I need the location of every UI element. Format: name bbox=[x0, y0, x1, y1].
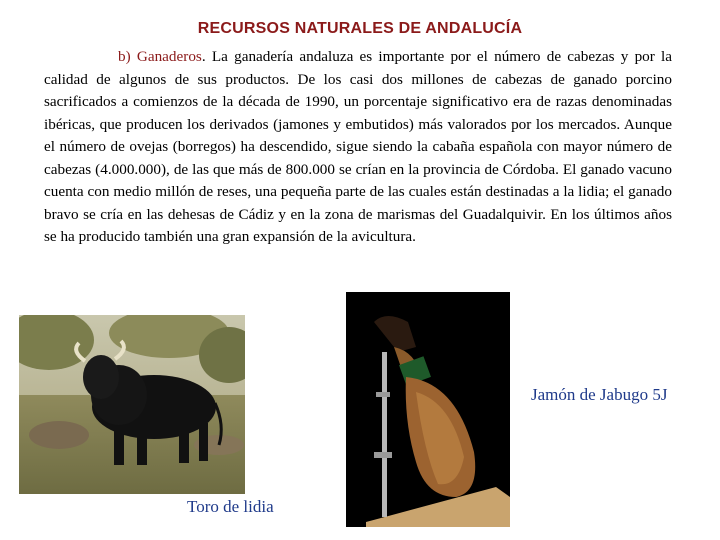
bull-photo bbox=[19, 315, 245, 494]
ham-caption: Jamón de Jabugo 5J bbox=[531, 385, 668, 404]
bull-caption: Toro de lidia bbox=[187, 497, 274, 516]
bull-illustration bbox=[19, 315, 245, 494]
paragraph-text: . La ganadería andaluza es importante por el número de cabezas y por la calidad de algunos de sus productos. De los casi dos millones de cabezas de ganado porcino sacrificados a comienzos de la década de 1990, un porcentaje significativo era de razas denominadas ibéricas, que producen los derivados (jamones y embutidos) más valorados por los mercados. Aunque el número de ovejas (borregos) ha descendido, sigue siendo la cabaña española con mayor número de cabezas (4.000.000), de las que más de 800.000 se crían en la provincia de Córdoba. El ganado vacuno cuenta con medio millón de reses, una pequeña parte de las cuales están destinadas a la lidia; el ganado bravo se cría en las dehesas de Cádiz y en la zona de marismas del Guadalquivir. En los últimos años se ha producido también una gran expansión de la avicultura. bbox=[44, 48, 673, 245]
body-paragraph bbox=[44, 46, 672, 249]
page-title: RECURSOS NATURALES DE ANDALUCÍA bbox=[197, 20, 523, 37]
section-heading: b) Ganaderos bbox=[118, 48, 202, 65]
ham-photo bbox=[346, 292, 510, 527]
ham-illustration bbox=[346, 292, 510, 527]
